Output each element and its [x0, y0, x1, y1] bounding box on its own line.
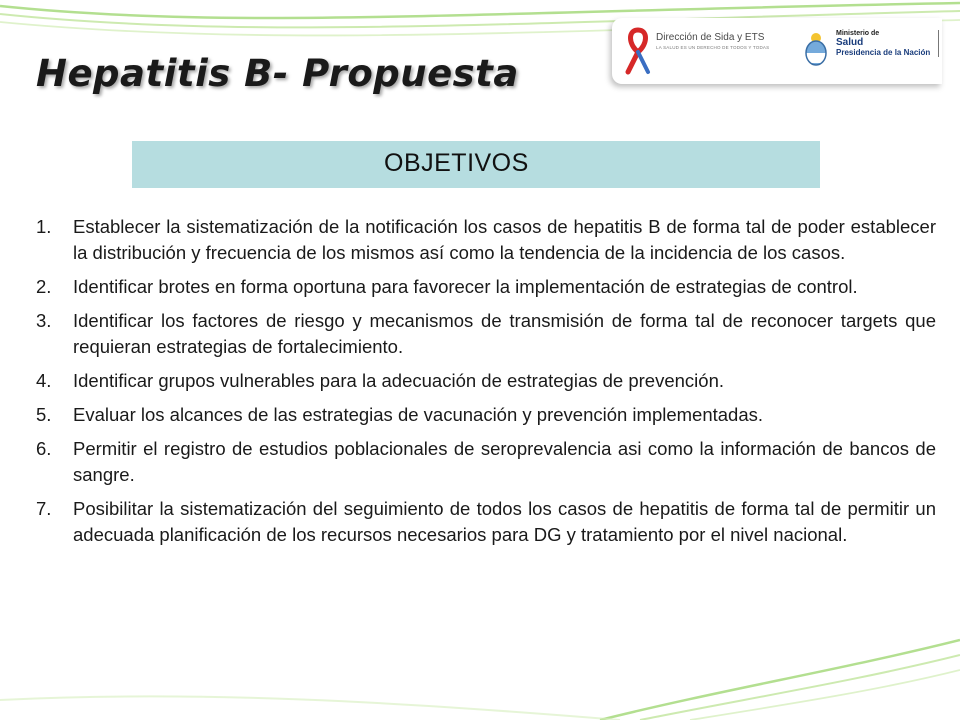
objective-item	[36, 496, 936, 548]
objective-text: Evaluar los alcances de las estrategias de vacunación y prevención implementadas.	[73, 404, 764, 425]
argentina-coat-of-arms-icon	[802, 31, 830, 67]
objective-item	[36, 436, 936, 488]
objective-text: Establecer la sistematización de la notificación los casos de hepatitis B de forma tal de poder establecer la distribución y frecuencia de los mismos así como la tendencia de la incidencia de los casos.	[73, 216, 936, 263]
header-logos	[612, 18, 942, 84]
objective-text: Identificar brotes en forma oportuna para favorecer la implementación de estrategias de control.	[73, 276, 858, 297]
objective-number: 1.	[36, 216, 52, 237]
objective-item	[36, 274, 936, 300]
dse-tagline: LA SALUD ES UN DERECHO DE TODOS Y TODAS	[656, 45, 770, 50]
ministry-name: Salud	[836, 37, 864, 48]
ministry-label: Ministerio de	[836, 30, 880, 37]
objective-text: Identificar los factores de riesgo y mecanismos de transmisión de forma tal de reconocer targets que requieran estrategias de fortalecimiento.	[73, 310, 936, 357]
dse-name: Dirección de Sida y ETS	[656, 32, 765, 43]
slide-title: Hepatitis B- Propuesta	[36, 52, 519, 95]
objective-number: 6.	[36, 438, 52, 459]
objectives-list	[36, 214, 936, 556]
objective-item	[36, 214, 936, 266]
objetivos-heading: OBJETIVOS	[384, 149, 529, 177]
objective-text: Posibilitar la sistematización del seguimiento de todos los casos de hepatitis de forma tal de permitir un adecuada planificación de los recursos necesarios para DG y tratamiento por el nivel nacional.	[73, 498, 936, 545]
objective-number: 7.	[36, 498, 52, 519]
objective-number: 4.	[36, 370, 52, 391]
ministry-presidency: Presidencia de la Nación	[836, 48, 931, 57]
ministry-logo	[836, 30, 939, 57]
objective-item	[36, 368, 936, 394]
objective-number: 3.	[36, 310, 52, 331]
objective-number: 2.	[36, 276, 52, 297]
objetivos-banner	[132, 141, 820, 188]
objective-text: Permitir el registro de estudios poblacionales de seroprevalencia asi como la información de bancos de sangre.	[73, 438, 936, 485]
objective-item	[36, 308, 936, 360]
objective-number: 5.	[36, 404, 52, 425]
objective-item	[36, 402, 936, 428]
dse-logo-text	[656, 32, 769, 50]
red-ribbon-icon	[622, 26, 654, 76]
objective-text: Identificar grupos vulnerables para la adecuación de estrategias de prevención.	[73, 370, 724, 391]
